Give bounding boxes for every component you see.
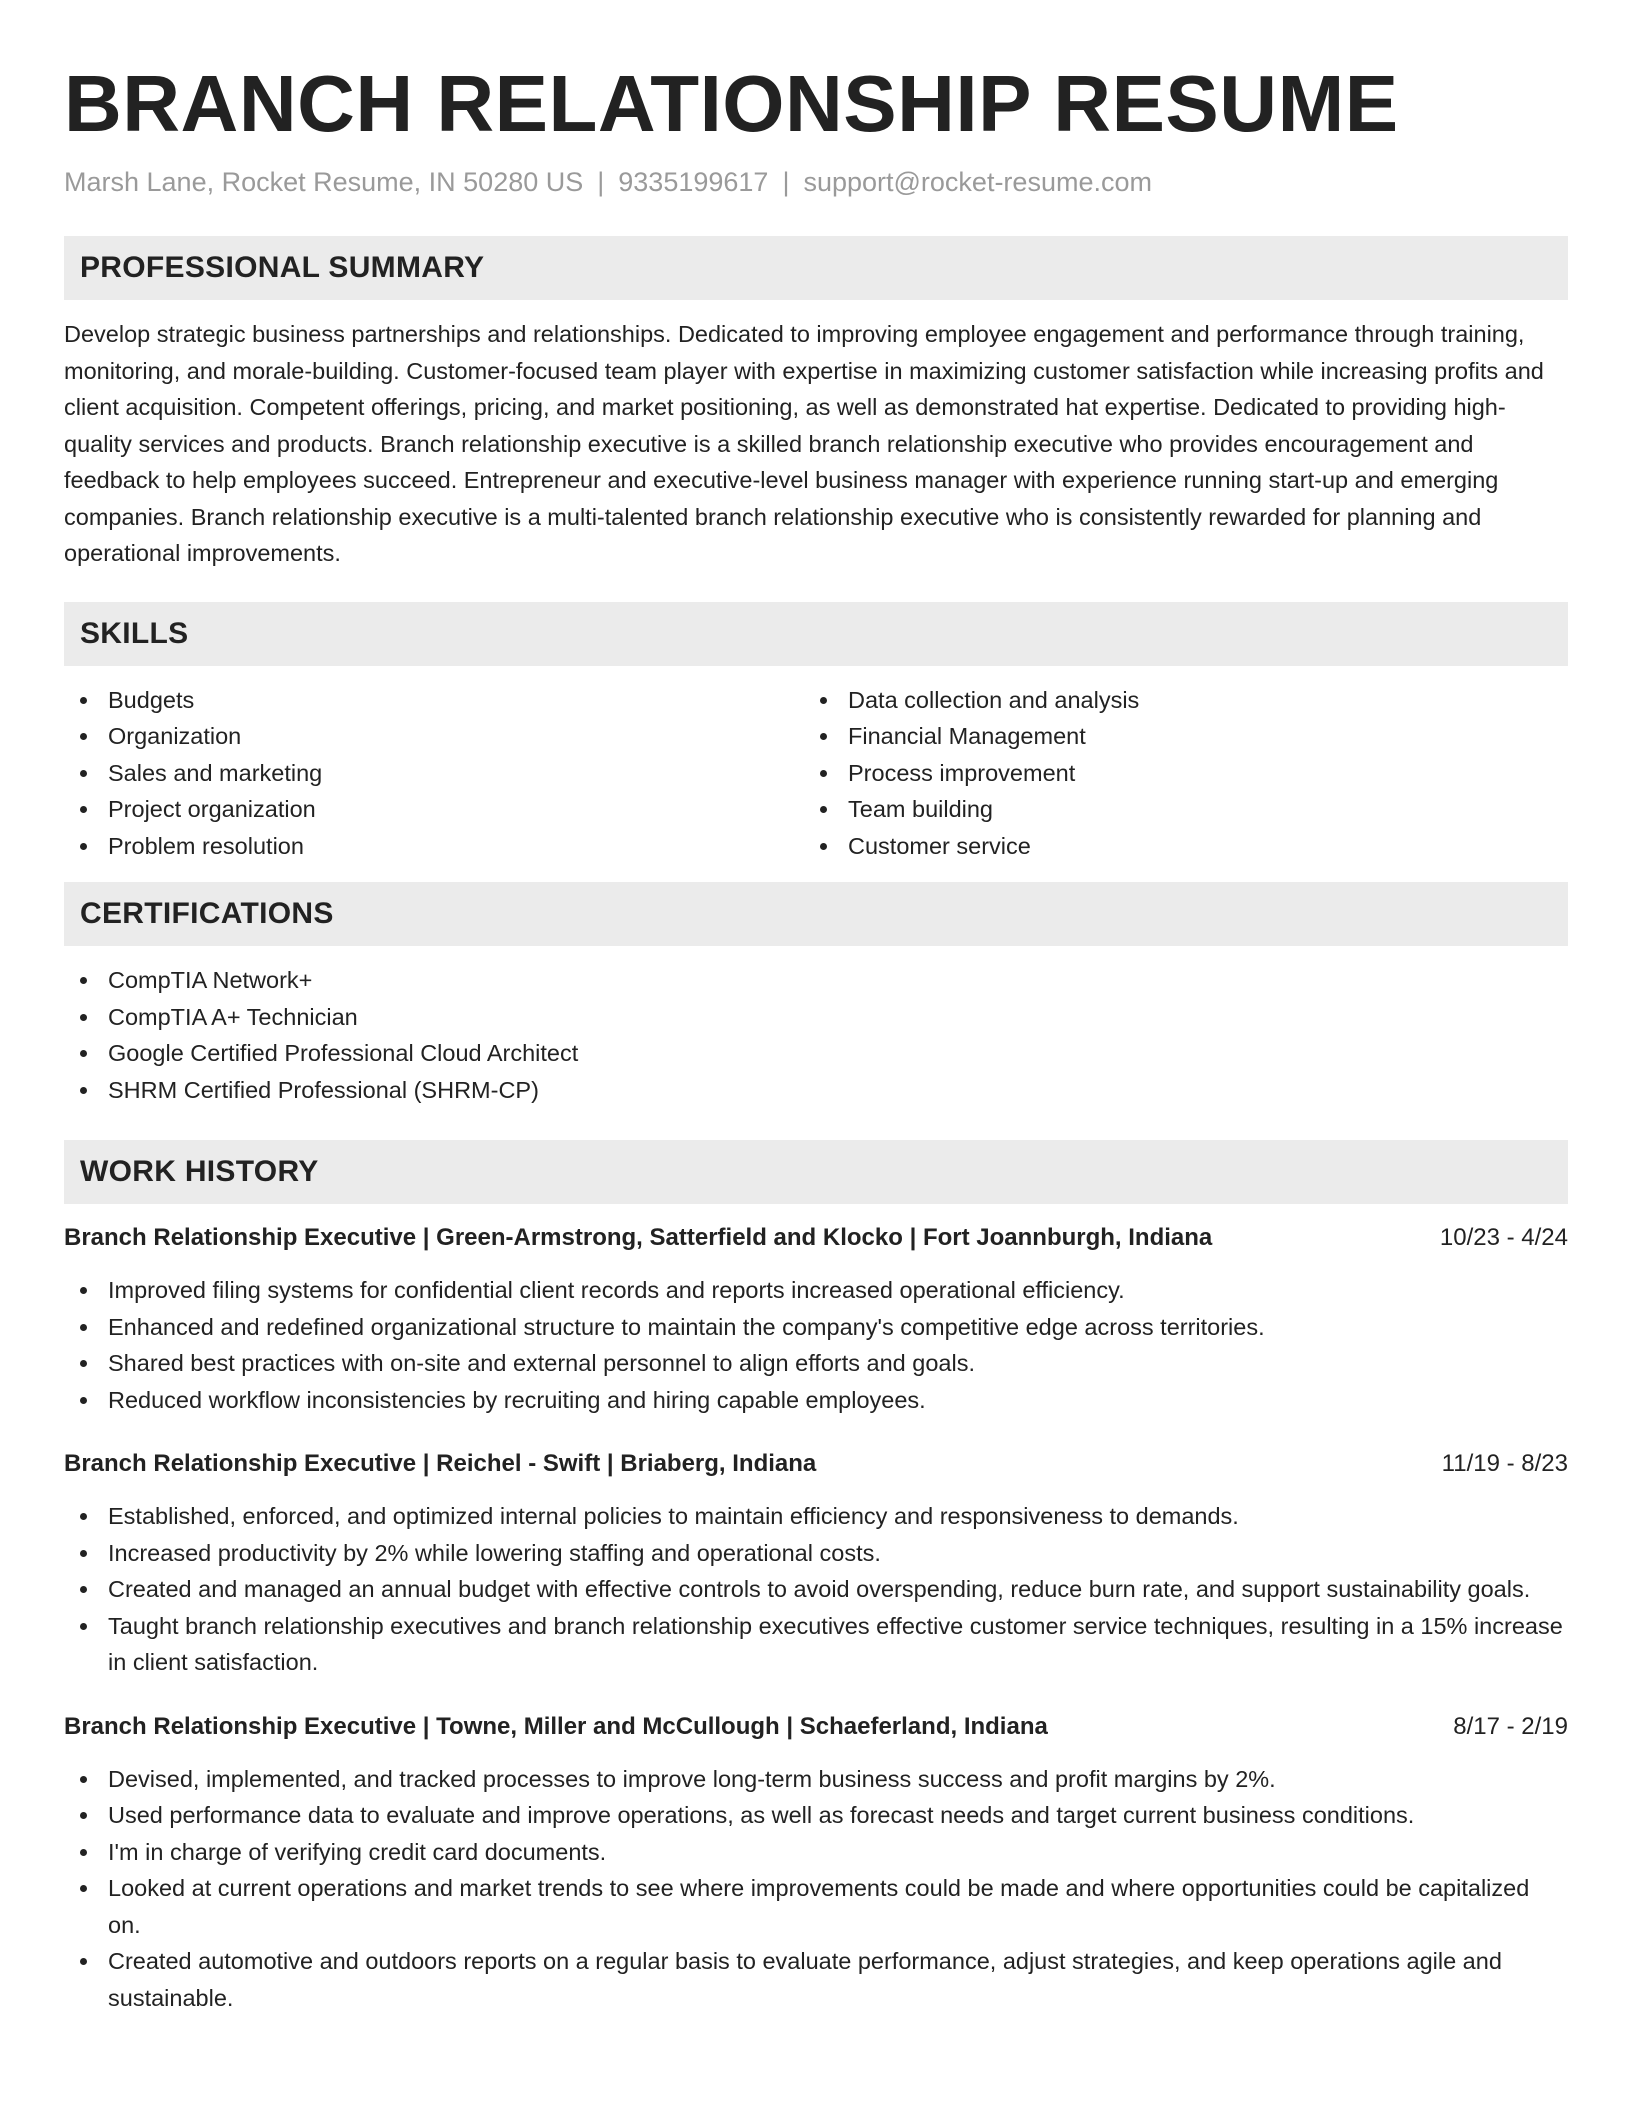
skill-item: Budgets — [64, 682, 804, 719]
job-bullet: Enhanced and redefined organizational structure to maintain the company's competitive edge across territories. — [64, 1309, 1568, 1346]
skill-item: Customer service — [804, 828, 1544, 865]
skill-item: Data collection and analysis — [804, 682, 1544, 719]
certification-item: SHRM Certified Professional (SHRM-CP) — [64, 1072, 1568, 1109]
skill-item: Organization — [64, 718, 804, 755]
job-title: Branch Relationship Executive | Reichel - Swift | Briaberg, Indiana — [64, 1450, 817, 1477]
skills-list-left — [64, 682, 804, 865]
job-title: Branch Relationship Executive | Green-Armstrong, Satterfield and Klocko | Fort Joannburgh, Indiana — [64, 1224, 1213, 1251]
job-bullet: Created automotive and outdoors reports on a regular basis to evaluate performance, adjust strategies, and keep operations agile and sustainable. — [64, 1943, 1568, 2016]
job-bullet: Created and managed an annual budget with effective controls to avoid overspending, reduce burn rate, and support sustainability goals. — [64, 1571, 1568, 1608]
job-title: Branch Relationship Executive | Towne, Miller and McCullough | Schaeferland, Indiana — [64, 1712, 1048, 1740]
job-dates: 8/17 - 2/19 — [1453, 1712, 1568, 1740]
skill-item: Project organization — [64, 791, 804, 828]
job-bullet: Used performance data to evaluate and improve operations, as well as forecast needs and target current business conditions. — [64, 1797, 1568, 1834]
skill-item: Financial Management — [804, 718, 1544, 755]
skill-item: Team building — [804, 791, 1544, 828]
separator: | — [597, 167, 605, 197]
job-bullet: Shared best practices with on-site and external personnel to align efforts and goals. — [64, 1345, 1568, 1382]
job-entry — [64, 1446, 1568, 1681]
phone: 9335199617 — [618, 167, 769, 197]
job-header — [64, 1709, 1568, 1745]
certifications-list — [64, 962, 1568, 1108]
job-bullet: Taught branch relationship executives and branch relationship executives effective customer service techniques, resulting in a 15% increase in client satisfaction. — [64, 1608, 1568, 1681]
job-header — [64, 1220, 1568, 1256]
job-bullet: Reduced workflow inconsistencies by recruiting and hiring capable employees. — [64, 1382, 1568, 1419]
skill-item: Sales and marketing — [64, 755, 804, 792]
email: support@rocket-resume.com — [803, 167, 1152, 197]
skills-grid — [64, 682, 1568, 865]
job-entry — [64, 1709, 1568, 2017]
resume-title: BRANCH RELATIONSHIP RESUME — [64, 59, 1399, 148]
section-header-certifications: CERTIFICATIONS — [64, 882, 1568, 946]
job-header — [64, 1446, 1568, 1482]
job-bullet: I'm in charge of verifying credit card documents. — [64, 1834, 1568, 1871]
job-bullets — [64, 1761, 1568, 2017]
certification-item: CompTIA Network+ — [64, 962, 1568, 999]
skills-list-right — [804, 682, 1544, 865]
job-dates: 10/23 - 4/24 — [1439, 1224, 1568, 1251]
contact-line — [64, 164, 1568, 200]
job-bullets — [64, 1498, 1568, 1681]
section-header-work-history: WORK HISTORY — [64, 1140, 1568, 1204]
job-bullet: Devised, implemented, and tracked processes to improve long-term business success and profit margins by 2%. — [64, 1761, 1568, 1798]
summary-text: Develop strategic business partnerships and relationships. Dedicated to improving employee engagement and performance through training, monitoring, and morale-building. Customer-focused team player with expertise in maximizing customer satisfaction while increasing profits and client acquisition. Competent offerings, pricing, and market positioning, as well as demonstrated hat expertise. Dedicated to providing high-quality services and products. Branch relationship executive is a skilled branch relationship executive who provides encouragement and feedback to help employees succeed. Entrepreneur and executive-level business manager with experience running start-up and emerging companies. Branch relationship executive is a multi-talented branch relationship executive who is consistently rewarded for planning and operational improvements. — [64, 321, 1544, 566]
job-bullet: Looked at current operations and market trends to see where improvements could be made and where opportunities could be capitalized on. — [64, 1870, 1568, 1943]
certification-item: Google Certified Professional Cloud Architect — [64, 1035, 1568, 1072]
address: Marsh Lane, Rocket Resume, IN 50280 US — [64, 167, 584, 197]
skill-item: Problem resolution — [64, 828, 804, 865]
job-bullet: Increased productivity by 2% while lowering staffing and operational costs. — [64, 1535, 1568, 1572]
job-bullet: Established, enforced, and optimized internal policies to maintain efficiency and responsiveness to demands. — [64, 1498, 1568, 1535]
job-entry — [64, 1220, 1568, 1418]
job-bullet: Improved filing systems for confidential client records and reports increased operational efficiency. — [64, 1272, 1568, 1309]
job-bullets — [64, 1272, 1568, 1418]
section-header-summary: PROFESSIONAL SUMMARY — [64, 236, 1568, 300]
separator: | — [782, 167, 790, 197]
job-dates: 11/19 - 8/23 — [1441, 1450, 1568, 1477]
section-header-skills: SKILLS — [64, 602, 1568, 666]
skill-item: Process improvement — [804, 755, 1544, 792]
certification-item: CompTIA A+ Technician — [64, 999, 1568, 1036]
